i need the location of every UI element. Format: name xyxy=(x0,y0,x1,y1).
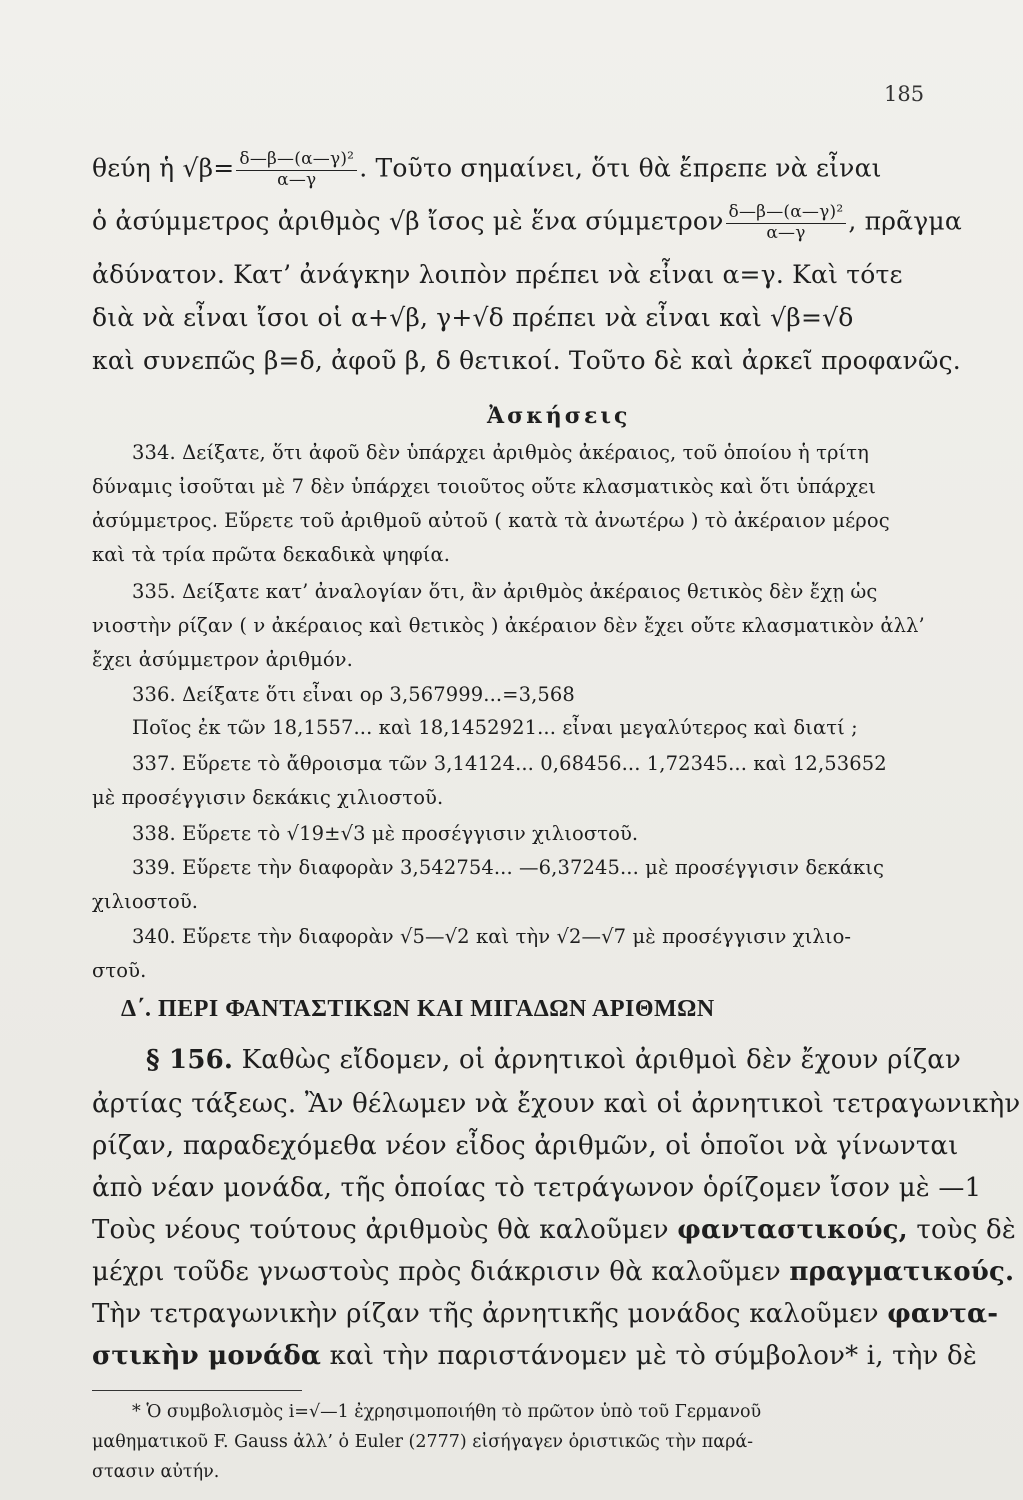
footnote-line-1: * Ὁ συμβολισμὸς i=√—1 ἐχρησιμοποιήθη τὸ πρῶτον ὑπὸ τοῦ Γερμανοῦ xyxy=(132,1402,762,1422)
exercise-line: 337. Εὕρετε τὸ ἄθροισμα τῶν 3,14124... 0,68456... 1,72345... καὶ 12,53652 xyxy=(132,752,887,775)
section-line-5-text: Τοὺς νέους τούτους ἀριθμοὺς θὰ καλοῦμεν xyxy=(92,1215,678,1245)
paragraph-number: § 156. xyxy=(146,1045,234,1075)
section-line-8 xyxy=(92,1341,977,1371)
exercise-line: μὲ προσέγγισιν δεκάκις χιλιοστοῦ. xyxy=(92,786,444,809)
exercise-line: 340. Εὕρετε τὴν διαφορὰν √5—√2 καὶ τὴν √2—√7 μὲ προσέγγισιν χιλιο- xyxy=(132,925,852,948)
exercise-line: 335. Δείξατε κατ’ ἀναλογίαν ὅτι, ἂν ἀριθμὸς ἀκέραιος θετικὸς δὲν ἔχῃ ὡς xyxy=(132,580,878,603)
term-imaginary-unit-end: στικὴν μονάδα xyxy=(92,1341,322,1371)
fraction-2-denominator: α—γ xyxy=(766,222,806,243)
intro-line-4: διὰ νὰ εἶναι ἴσοι οἱ α+√β, γ+√δ πρέπει νὰ εἶναι καὶ √β=√δ xyxy=(92,303,854,332)
section-line-8-text: καὶ τὴν παριστάνομεν μὲ τὸ σύμβολον* i, τὴν δὲ xyxy=(321,1341,978,1371)
exercise-line: χιλιοστοῦ. xyxy=(92,890,199,913)
footnote-line-2: μαθηματικοῦ F. Gauss ἀλλ’ ὁ Euler (2777) εἰσήγαγεν ὁριστικῶς τὴν παρά- xyxy=(92,1432,754,1452)
section-line-6-text: μέχρι τοῦδε γνωστοὺς πρὸς διάκρισιν θὰ καλοῦμεν xyxy=(92,1257,790,1287)
page-number: 185 xyxy=(884,82,925,106)
intro-line-1 xyxy=(92,150,882,190)
section-heading: Δ΄. ΠΕΡΙ ΦΑΝΤΑΣΤΙΚΩΝ ΚΑΙ ΜΙΓΑΔΩΝ ΑΡΙΘΜΩΝ xyxy=(121,996,715,1022)
term-real: πραγματικούς. xyxy=(789,1257,1015,1287)
exercise-line: ἀσύμμετρος. Εὕρετε τοῦ ἀριθμοῦ αὐτοῦ ( κατὰ τὰ ἀνωτέρω ) τὸ ἀκέραιον μέρος xyxy=(92,509,890,532)
fraction-2-numerator: δ—β—(α—γ)² xyxy=(726,203,847,224)
intro-line-5: καὶ συνεπῶς β=δ, ἀφοῦ β, δ θετικοί. Τοῦτο δὲ καὶ ἀρκεῖ προφανῶς. xyxy=(92,346,961,375)
exercise-line: 339. Εὕρετε τὴν διαφορὰν 3,542754... —6,37245... μὲ προσέγγισιν δεκάκις xyxy=(132,856,885,879)
intro-line-3: ἀδύνατον. Κατ’ ἀνάγκην λοιπὸν πρέπει νὰ εἶναι α=γ. Καὶ τότε xyxy=(92,260,903,289)
fraction-1-numerator: δ—β—(α—γ)² xyxy=(236,150,357,171)
section-line-3: ρίζαν, παραδεχόμεθα νέον εἶδος ἀριθμῶν, οἱ ὁποῖοι νὰ γίνωνται xyxy=(92,1131,959,1161)
intro-line-1-start: θεύη ἡ √β= xyxy=(92,153,235,183)
section-line-6 xyxy=(92,1257,1014,1287)
footnote-rule xyxy=(92,1390,302,1391)
exercise-line: καὶ τὰ τρία πρῶτα δεκαδικὰ ψηφία. xyxy=(92,543,451,566)
fraction-2 xyxy=(726,203,847,243)
intro-line-2-end: , πρᾶγμα xyxy=(848,206,962,236)
section-line-1-text: Καθὼς εἴδομεν, οἱ ἀρνητικοὶ ἀριθμοὶ δὲν ἔχουν ρίζαν xyxy=(233,1045,962,1075)
exercise-line: Ποῖος ἐκ τῶν 18,1557... καὶ 18,1452921... εἶναι μεγαλύτερος καὶ διατί ; xyxy=(132,716,858,739)
section-line-4: ἀπὸ νέαν μονάδα, τῆς ὁποίας τὸ τετράγωνον ὁρίζομεν ἴσον μὲ —1 xyxy=(92,1173,982,1203)
exercise-line: 338. Εὕρετε τὸ √19±√3 μὲ προσέγγισιν χιλιοστοῦ. xyxy=(132,822,639,845)
exercise-line: δύναμις ἰσοῦται μὲ 7 δὲν ὑπάρχει τοιοῦτος οὔτε κλασματικὸς καὶ ὅτι ὑπάρχει xyxy=(92,475,876,498)
term-imaginary: φανταστικούς, xyxy=(677,1215,908,1245)
exercises-heading: Ἀσκήσεις xyxy=(487,403,631,429)
section-line-5 xyxy=(92,1215,1016,1245)
fraction-1 xyxy=(236,150,357,190)
section-line-7-text: Τὴν τετραγωνικὴν ρίζαν τῆς ἀρνητικῆς μονάδος καλοῦμεν xyxy=(92,1299,888,1329)
footnote-line-3: στασιν αὐτήν. xyxy=(92,1462,220,1482)
intro-line-2-start: ὁ ἀσύμμετρος ἀριθμὸς √β ἴσος μὲ ἕνα σύμμετρον xyxy=(92,206,724,236)
fraction-1-denominator: α—γ xyxy=(277,169,317,190)
exercise-line: 334. Δείξατε, ὅτι ἀφοῦ δὲν ὑπάρχει ἀριθμὸς ἀκέραιος, τοῦ ὁποίου ἡ τρίτη xyxy=(132,441,869,464)
section-line-2: ἀρτίας τάξεως. Ἂν θέλωμεν νὰ ἔχουν καὶ οἱ ἀρνητικοὶ τετραγωνικὴν xyxy=(92,1089,1021,1119)
exercise-line: ἔχει ἀσύμμετρον ἀριθμόν. xyxy=(92,648,353,671)
intro-line-2 xyxy=(92,203,962,243)
section-line-5-end: τοὺς δὲ xyxy=(907,1215,1017,1245)
term-imaginary-unit-start: φαντα- xyxy=(887,1299,999,1329)
exercise-line: νιοστὴν ρίζαν ( ν ἀκέραιος καὶ θετικὸς ) ἀκέραιον δὲν ἔχει οὔτε κλασματικὸν ἀλλ’ xyxy=(92,614,925,637)
intro-line-1-end: . Τοῦτο σημαίνει, ὅτι θὰ ἔπρεπε νὰ εἶναι xyxy=(359,153,882,183)
exercise-line: 336. Δείξατε ὅτι εἶναι ορ 3,567999...=3,568 xyxy=(132,683,575,706)
section-line-1 xyxy=(146,1045,961,1075)
exercise-line: στοῦ. xyxy=(92,959,147,982)
section-line-7 xyxy=(92,1299,998,1329)
